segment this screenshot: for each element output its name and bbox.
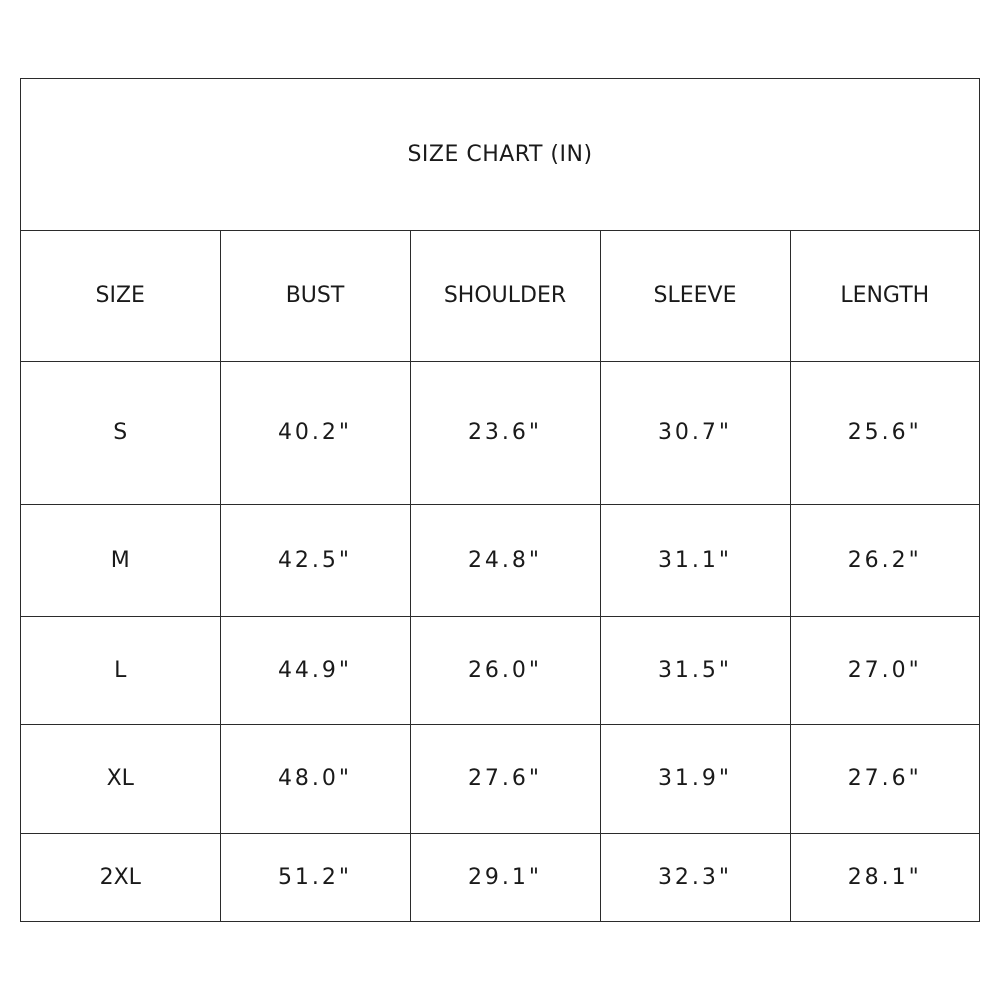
sleeve-cell: 30.7" [600, 361, 790, 504]
header-length: LENGTH [790, 231, 979, 361]
length-cell: 27.6" [790, 724, 979, 833]
sleeve-cell: 32.3" [600, 833, 790, 922]
sleeve-cell: 31.1" [600, 504, 790, 616]
length-cell: 25.6" [790, 361, 979, 504]
size-cell: 2XL [21, 833, 220, 922]
table-row [21, 361, 979, 504]
bust-cell: 51.2" [220, 833, 410, 922]
header-row [21, 231, 979, 361]
table-row [21, 833, 979, 922]
size-cell: S [21, 361, 220, 504]
size-cell: M [21, 504, 220, 616]
bust-cell: 44.9" [220, 616, 410, 724]
shoulder-cell: 26.0" [410, 616, 600, 724]
shoulder-cell: 24.8" [410, 504, 600, 616]
length-cell: 27.0" [790, 616, 979, 724]
shoulder-cell: 27.6" [410, 724, 600, 833]
header-shoulder: SHOULDER [410, 231, 600, 361]
table-row [21, 504, 979, 616]
length-cell: 28.1" [847, 865, 922, 891]
shoulder-cell: 29.1" [410, 833, 600, 922]
header-size: SIZE [21, 231, 220, 361]
size-cell: L [21, 616, 220, 724]
chart-title: SIZE CHART (IN) [21, 79, 979, 231]
size-table [21, 231, 979, 922]
length-cell: 26.2" [790, 504, 979, 616]
sleeve-cell: 31.9" [600, 724, 790, 833]
bust-cell: 42.5" [220, 504, 410, 616]
bust-cell: 48.0" [220, 724, 410, 833]
shoulder-cell: 23.6" [410, 361, 600, 504]
table-row [21, 616, 979, 724]
header-sleeve: SLEEVE [600, 231, 790, 361]
header-bust: BUST [220, 231, 410, 361]
size-cell: XL [21, 724, 220, 833]
sleeve-cell: 31.5" [600, 616, 790, 724]
table-row [21, 724, 979, 833]
size-chart [20, 78, 980, 922]
bust-cell: 40.2" [220, 361, 410, 504]
